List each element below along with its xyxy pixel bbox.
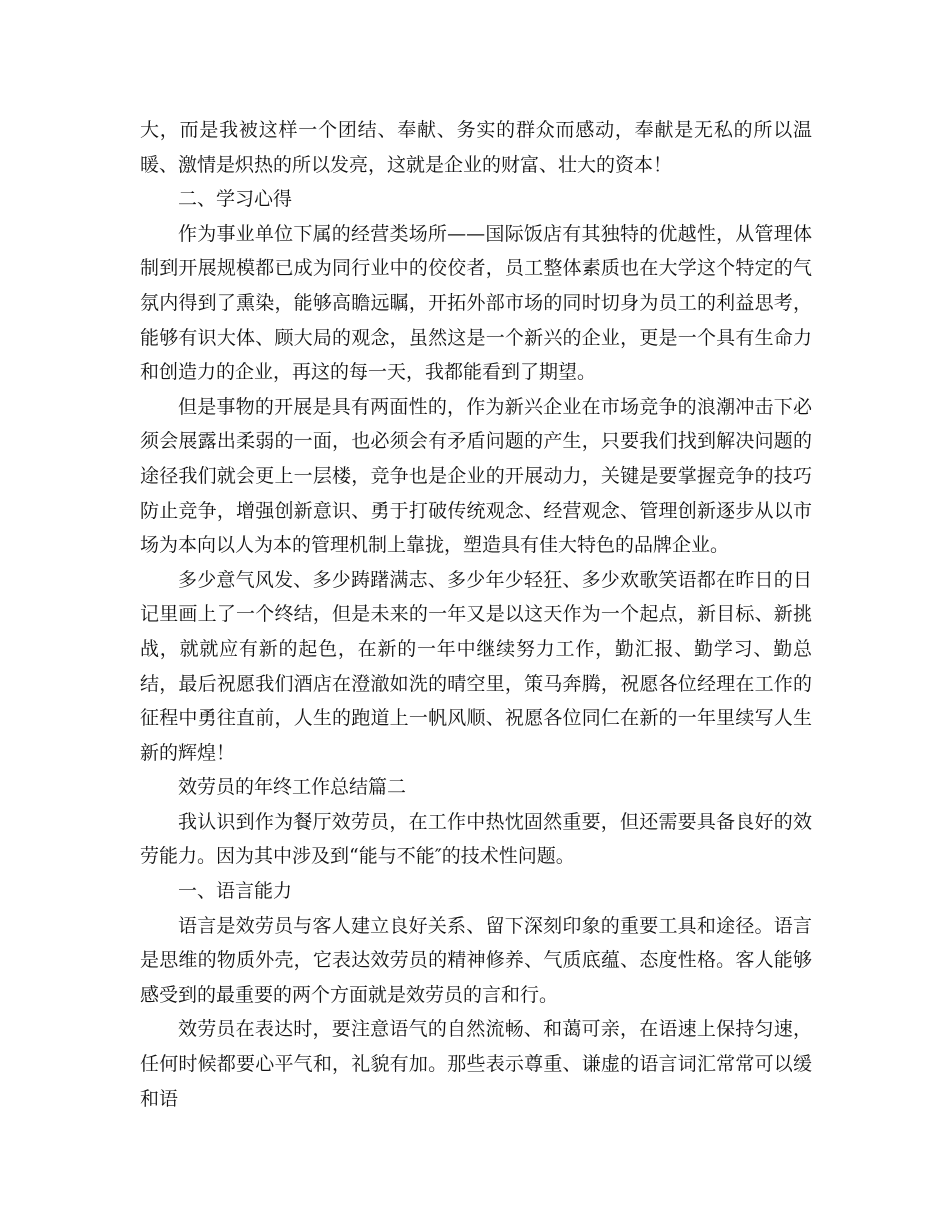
article-title-part-two: 效劳员的年终工作总结篇二 [178, 776, 407, 799]
section-heading-language: 一、语言能力 [178, 880, 293, 903]
paragraph: 我认识到作为餐厅效劳员，在工作中热忱固然重要，但还需要具备良好的效劳能力。因为其中涉及到“能与不能″的技术性问题。 [140, 810, 812, 868]
paragraph: 语言是效劳员与客人建立良好关系、留下深刻印象的重要工具和途径。语言是思维的物质外壳，它表达效劳员的精神修养、气质底蕴、态度性格。客人能够感受到的最重要的两个方面就是效劳员的言和行。 [140, 914, 812, 1006]
paragraph: 但是事物的开展是具有两面性的，作为新兴企业在市场竞争的浪潮冲击下必须会展露出柔弱的一面，也必须会有矛盾问题的产生，只要我们找到解决问题的途径我们就会更上一层楼，竞争也是企业的开展动力，关键是要掌握竞争的技巧防止竞争，增强创新意识、勇于打破传统观念、经营观念、管理创新逐步从以市场为本向以人为本的管理机制上靠拢，塑造具有佳大特色的品牌企业。 [140, 395, 812, 557]
paragraph: 效劳员在表达时，要注意语气的自然流畅、和蔼可亲，在语速上保持匀速，任何时候都要心平气和，礼貌有加。那些表示尊重、谦虚的语言词汇常常可以缓和语 [140, 1018, 812, 1110]
paragraph: 多少意气风发、多少踌躇满志、多少年少轻狂、多少欢歌笑语都在昨日的日记里画上了一个终结，但是未来的一年又是以这天作为一个起点，新目标、新挑战，就就应有新的起色，在新的一年中继续努力工作，勤汇报、勤学习、勤总结，最后祝愿我们酒店在澄澈如洗的晴空里，策马奔腾，祝愿各位经理在工作的征程中勇往直前，人生的跑道上一帆风顺、祝愿各位同仁在新的一年里续写人生新的辉煌！ [140, 568, 812, 764]
document-body [140, 113, 812, 1116]
paragraph: 大，而是我被这样一个团结、奉献、务实的群众而感动，奉献是无私的所以温暖、激情是炽热的所以发亮，这就是企业的财富、壮大的资本！ [140, 119, 812, 176]
section-heading-study: 二、学习心得 [178, 188, 293, 211]
paragraph: 作为事业单位下属的经营类场所——国际饭店有其独特的优越性，从管理体制到开展规模都已成为同行业中的佼佼者，员工整体素质也在大学这个特定的气氛内得到了熏染，能够高瞻远瞩，开拓外部市场的同时切身为员工的利益思考，能够有识大体、顾大局的观念，虽然这是一个新兴的企业，更是一个具有生命力和创造力的企业，再这的每一天，我都能看到了期望。 [140, 222, 812, 384]
